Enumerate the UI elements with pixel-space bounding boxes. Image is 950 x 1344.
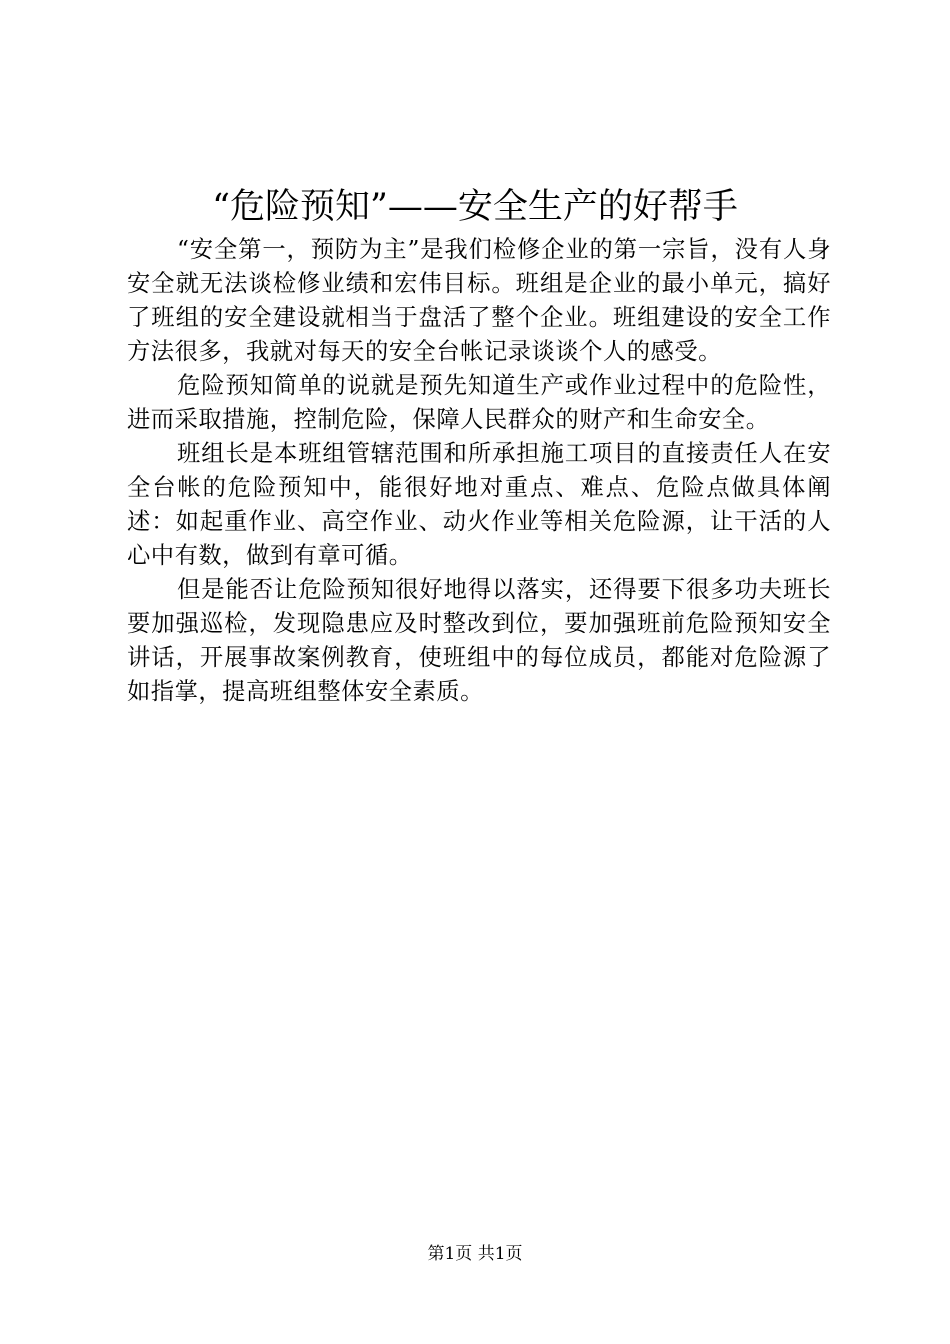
document-body: [127, 233, 831, 709]
paragraph-3: 班组长是本班组管辖范围和所承担施工项目的直接责任人在安全台帐的危险预知中，能很好地对重点、难点、危险点做具体阐述：如起重作业、高空作业、动火作业等相关危险源，让干活的人心中有数，做到有章可循。: [127, 440, 831, 569]
paragraph-4: 但是能否让危险预知很好地得以落实，还得要下很多功夫班长要加强巡检，发现隐患应及时整改到位，要加强班前危险预知安全讲话，开展事故案例教育，使班组中的每位成员，都能对危险源了如指掌，提高班组整体安全素质。: [127, 576, 831, 705]
paragraph-2: 危险预知简单的说就是预先知道生产或作业过程中的危险性，进而采取措施，控制危险，保障人民群众的财产和生命安全。: [127, 372, 831, 433]
page-footer: 第1页 共1页: [427, 1244, 523, 1264]
paragraph-1: “安全第一，预防为主”是我们检修企业的第一宗旨，没有人身安全就无法谈检修业绩和宏伟目标。班组是企业的最小单元，搞好了班组的安全建设就相当于盘活了整个企业。班组建设的安全工作方法很多，我就对每天的安全台帐记录谈谈个人的感受。: [127, 236, 831, 365]
document-title: “危险预知”——安全生产的好帮手: [212, 187, 738, 227]
